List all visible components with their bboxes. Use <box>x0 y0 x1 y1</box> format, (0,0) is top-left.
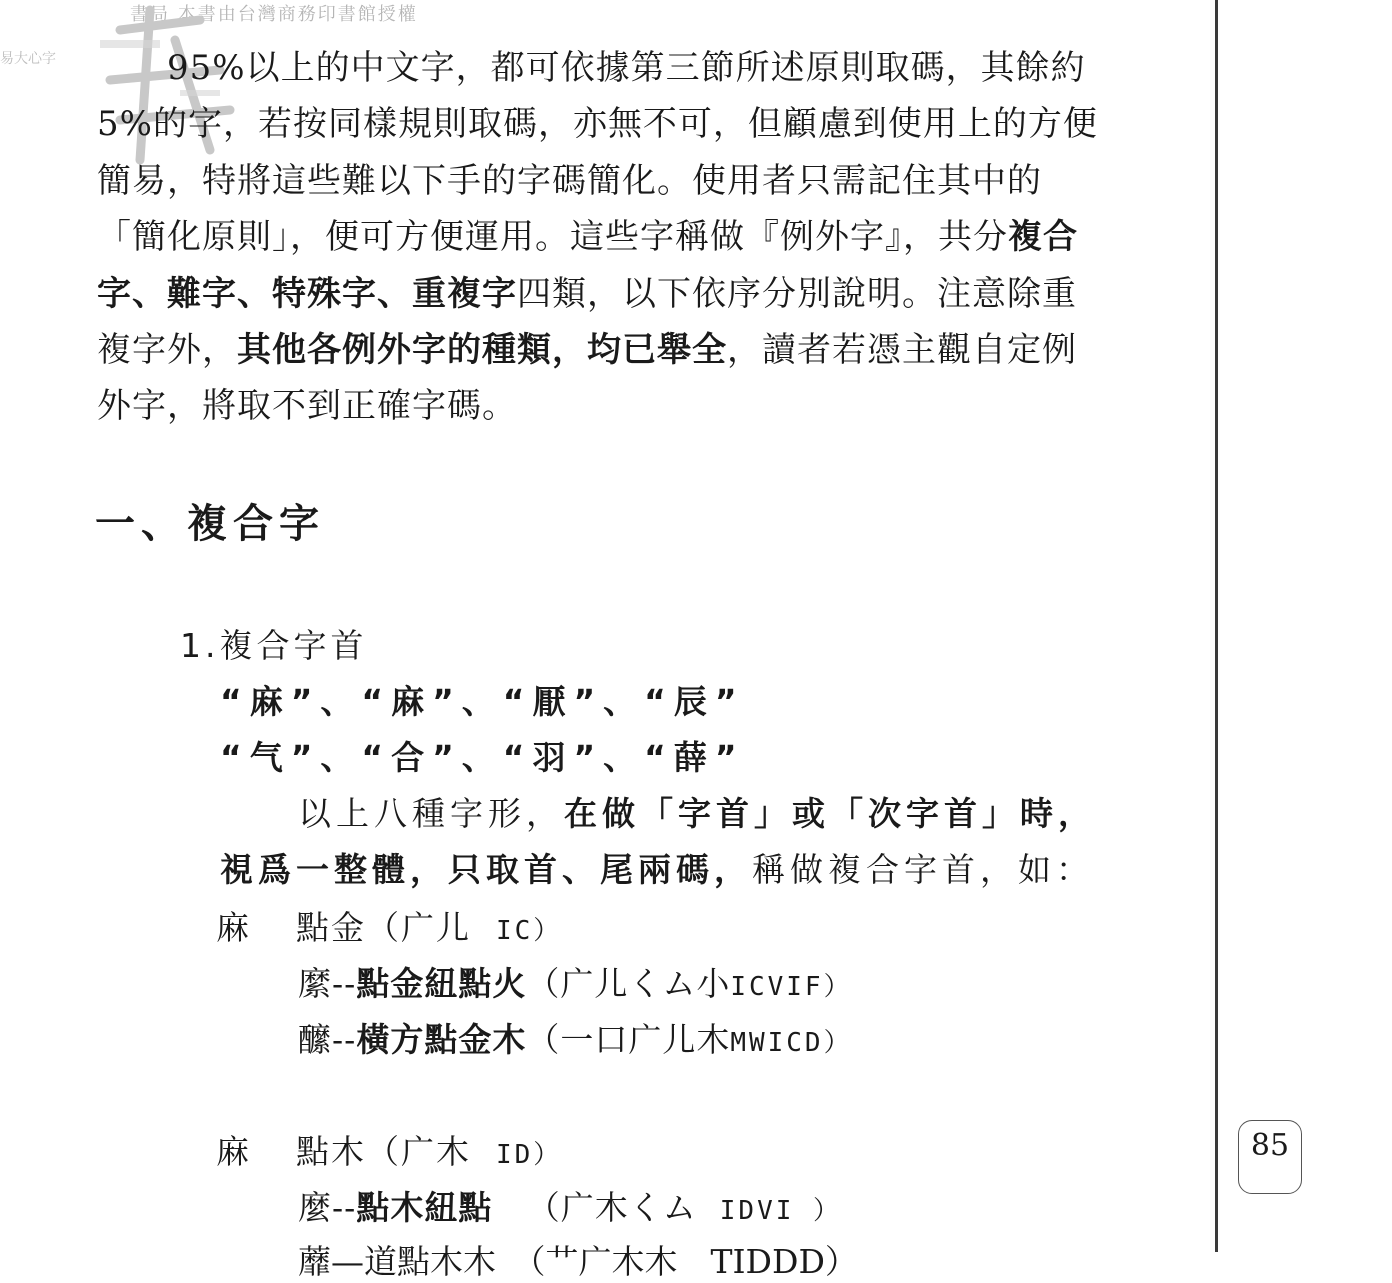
paragraph-text: 「簡化原則」，便可方便運用。這些字稱做『例外字』，共分 <box>97 217 1008 258</box>
note-line-1-b: 在做「字首」或「次字首」時， <box>564 794 1096 833</box>
example-code: IC） <box>495 916 563 946</box>
section-title: 一、複合字 <box>95 501 325 547</box>
example-desc: 點金（广儿 <box>296 908 471 947</box>
paragraph-line <box>97 378 1159 434</box>
paragraph-line <box>97 266 1159 322</box>
intro-paragraph <box>97 40 1159 435</box>
paragraph-bold-text: 複合 <box>1008 217 1078 258</box>
example-line-desc: 點木紐點 <box>356 1188 493 1227</box>
example-line-sep: -- <box>332 1020 357 1059</box>
example-line <box>298 1182 842 1229</box>
example-head-2 <box>216 1126 562 1173</box>
paragraph-text: 95%以上的中文字，都可依據第三節所述原則取碼，其餘約 <box>167 48 1086 88</box>
example-line-char: 縻 <box>298 964 332 1003</box>
example-char: 麻 <box>216 908 251 947</box>
subsection-title: 1.複合字首 <box>180 626 368 665</box>
paragraph-bold-text: 字、難字、特殊字、重複字 <box>97 273 517 314</box>
paragraph-text: ，讀者若憑主觀自定例 <box>727 330 1077 371</box>
note-line-1 <box>220 788 1238 835</box>
compound-forms-line-1: “麻”、“麻”、“厭”、“辰” <box>220 682 745 721</box>
paragraph-text: 外字，將取不到正確字碼。 <box>97 386 517 427</box>
paragraph-text: 5%的字，若按同樣規則取碼，亦無不可，但顧慮到使用上的方便 <box>97 104 1098 145</box>
example-line-paren: （广儿くム小 <box>526 964 731 1003</box>
margin-rule <box>1215 0 1218 1252</box>
paragraph-text: 簡易，特將這些難以下手的字碼簡化。使用者只需記住其中的 <box>97 160 1042 201</box>
paragraph-text: 複字外， <box>97 330 237 371</box>
example-line-char: 醿 <box>298 1020 332 1059</box>
example-desc: 點木（广木 <box>296 1132 471 1171</box>
example-line-char: 麼 <box>298 1188 332 1227</box>
paragraph-line <box>97 153 1159 209</box>
note-line-2-a: 視爲一整體，只取首、尾兩碼， <box>220 850 752 889</box>
example-line-desc: 點金紐點火 <box>356 964 527 1003</box>
faded-side-text: 易大心字 <box>0 51 56 67</box>
paragraph-bold-text: 其他各例外字的種類，均已舉全 <box>237 330 727 371</box>
page-number: 85 <box>1238 1120 1302 1194</box>
cutoff-line: 蘼—道點木木 （艹广木木 TIDDD） <box>298 1242 858 1281</box>
note-line-2-b: 稱做複合字首，如： <box>752 850 1094 889</box>
compound-forms-line-2: “气”、“合”、“羽”、“薛” <box>220 738 745 777</box>
example-head-1 <box>216 902 562 949</box>
example-line-sep: -- <box>332 1188 357 1227</box>
paragraph-line <box>97 40 1159 96</box>
example-line-code: IDVI ） <box>719 1196 843 1226</box>
example-line-paren: （一口广儿木 <box>526 1020 731 1059</box>
example-line-sep: -- <box>332 964 357 1003</box>
paragraph-text: 四類，以下依序分別說明。注意除重 <box>517 273 1077 314</box>
faded-header-text: 書局 本書由台灣商務印書館授權 <box>130 4 418 25</box>
note-line-2 <box>220 844 1160 891</box>
paragraph-line <box>97 96 1159 152</box>
example-code: ID） <box>495 1140 563 1170</box>
example-line-desc: 橫方點金木 <box>356 1020 527 1059</box>
example-line-code: ICVIF） <box>730 972 853 1002</box>
paragraph-line <box>97 209 1159 265</box>
example-char: 麻 <box>216 1132 251 1171</box>
example-line-paren: （广木くム <box>526 1188 697 1227</box>
paragraph-line <box>97 322 1159 378</box>
example-line <box>298 1014 853 1061</box>
note-line-1-a: 以上八種字形， <box>298 794 564 833</box>
example-line <box>298 958 853 1005</box>
example-line-code: MWICD） <box>730 1028 853 1058</box>
